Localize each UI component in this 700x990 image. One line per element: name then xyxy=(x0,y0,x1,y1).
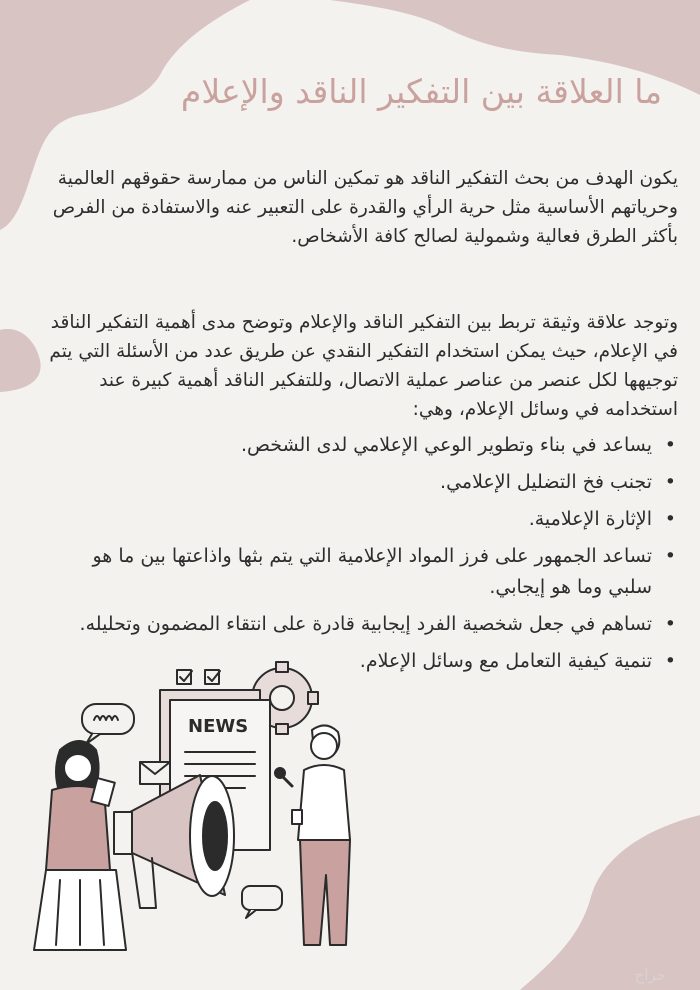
woman-figure xyxy=(34,741,126,950)
envelope-icon xyxy=(140,762,170,784)
man-figure xyxy=(275,725,350,945)
watermark: حراج xyxy=(634,966,666,984)
news-label: NEWS xyxy=(188,716,249,737)
relation-paragraph: وتوجد علاقة وثيقة تربط بين التفكير الناقد والإعلام وتوضح مدى أهمية التفكير الناقد في الإعلام، حيث يمكن استخدام التفكير النقدي عن طريق عدد من الأسئلة التي يتم توجيهها لكل عنصر من عناصر عملية الاتصال، وللتفكير الناقد أهمية كبيرة عند استخدامه في وسائل الإعلام، وهي: xyxy=(49,311,678,420)
checkbox-icons xyxy=(177,670,220,684)
megaphone-icon xyxy=(114,775,234,908)
blob-bottom-right xyxy=(520,815,700,990)
speech-bubble-icon xyxy=(82,704,134,744)
page-title: ما العلاقة بين التفكير الناقد والإعلام xyxy=(180,72,662,111)
blob-left-upper xyxy=(0,329,41,392)
chat-bubble-icon xyxy=(242,886,282,918)
list-item: • تجنب فخ التضليل الإعلامي. xyxy=(48,467,678,498)
list-item: • تساهم في جعل شخصية الفرد إيجابية قادرة على انتقاء المضمون وتحليله. xyxy=(48,609,678,640)
list-item: • الإثارة الإعلامية. xyxy=(48,504,678,535)
list-item: • تنمية كيفية التعامل مع وسائل الإعلام. xyxy=(48,646,678,677)
list-item: • يساعد في بناء وتطوير الوعي الإعلامي لدى الشخص. xyxy=(48,430,678,461)
list-item: • تساعد الجمهور على فرز المواد الإعلامية التي يتم بثها واذاعتها بين ما هو سلبي وما هو إيجابي. xyxy=(48,541,678,603)
media-illustration xyxy=(20,640,360,960)
intro-paragraph: يكون الهدف من بحث التفكير الناقد هو تمكين الناس من ممارسة حقوقهم العالمية وحرياتهم الأساسية مثل حرية الرأي والقدرة على التعبير عنه والاستفادة من الفرص بأكثر الطرق فعالية وشمولية لصالح كافة الأشخاص. xyxy=(52,167,678,247)
